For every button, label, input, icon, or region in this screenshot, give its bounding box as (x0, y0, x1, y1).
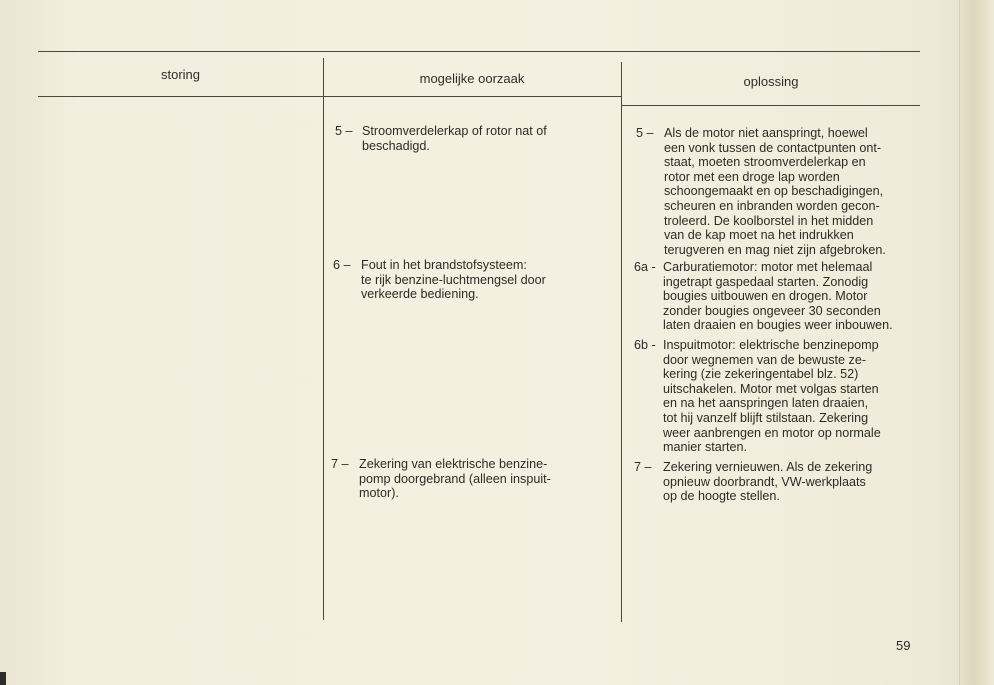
solution-entry-6b (634, 338, 926, 455)
cause-text: Zekering van elektrische benzine- pomp doorgebrand (alleen inspuit- motor). (359, 457, 551, 501)
cause-entry-5 (335, 124, 615, 153)
header-oplossing: oplossing (743, 74, 799, 89)
solution-number: 6a - (634, 260, 656, 274)
header-bottom-rule-left (38, 96, 622, 97)
page-number: 59 (896, 638, 911, 653)
binding-mark (0, 672, 6, 685)
solution-entry-6a (634, 260, 926, 333)
cause-number: 6 – (333, 258, 351, 272)
header-mogelijke-oorzaak: mogelijke oorzaak (419, 71, 525, 86)
cause-number: 5 – (335, 124, 353, 138)
solution-text: Inspuitmotor: elektrische benzinepomp door wegnemen van de bewuste ze- kering (zie zekeringentabel blz. 52) uitschakelen. Motor met volgas starten en na het aanspringen laten draaien, tot hij vanzelf blijft stilstaan. Zekering weer aanbrengen en motor op normale manier starten. (663, 338, 881, 455)
header-storing: storing (160, 67, 201, 82)
column-divider-2 (621, 62, 622, 622)
cause-text: Fout in het brandstofsysteem: te rijk benzine-luchtmengsel door verkeerde bediening. (361, 258, 546, 302)
header-bottom-rule-right (622, 105, 920, 106)
solution-text: Carburatiemotor: motor met helemaal ingetrapt gaspedaal starten. Zonodig bougies uitbouwen en drogen. Motor zonder bougies ongeveer 30 seconden laten draaien en bougies weer inbouwen. (663, 260, 893, 333)
solution-number: 6b - (634, 338, 656, 352)
cause-entry-6 (333, 258, 615, 302)
table-top-rule (38, 51, 920, 52)
cause-text: Stroomverdelerkap of rotor nat of beschadigd. (362, 124, 547, 153)
cause-entry-7 (331, 457, 615, 501)
solution-entry-5 (636, 126, 926, 257)
solution-text: Zekering vernieuwen. Als de zekering opnieuw doorbrandt, VW-werkplaats op de hoogte stellen. (663, 460, 873, 504)
column-divider-1 (323, 58, 324, 620)
solution-number: 5 – (636, 126, 654, 140)
solution-text: Als de motor niet aanspringt, hoewel een vonk tussen de contactpunten ont- staat, moeten stroomverdelerkap en rotor met een droge lap worden schoongemaakt en op beschadigingen, scheuren en inbranden worden gecon- troleerd. De koolborstel in het midden van de kap moet na het indrukken terugveren en mag niet zijn afgebroken. (664, 126, 886, 257)
solution-number: 7 – (634, 460, 652, 474)
cause-number: 7 – (331, 457, 349, 471)
page-edge (959, 0, 994, 685)
solution-entry-7 (634, 460, 926, 504)
